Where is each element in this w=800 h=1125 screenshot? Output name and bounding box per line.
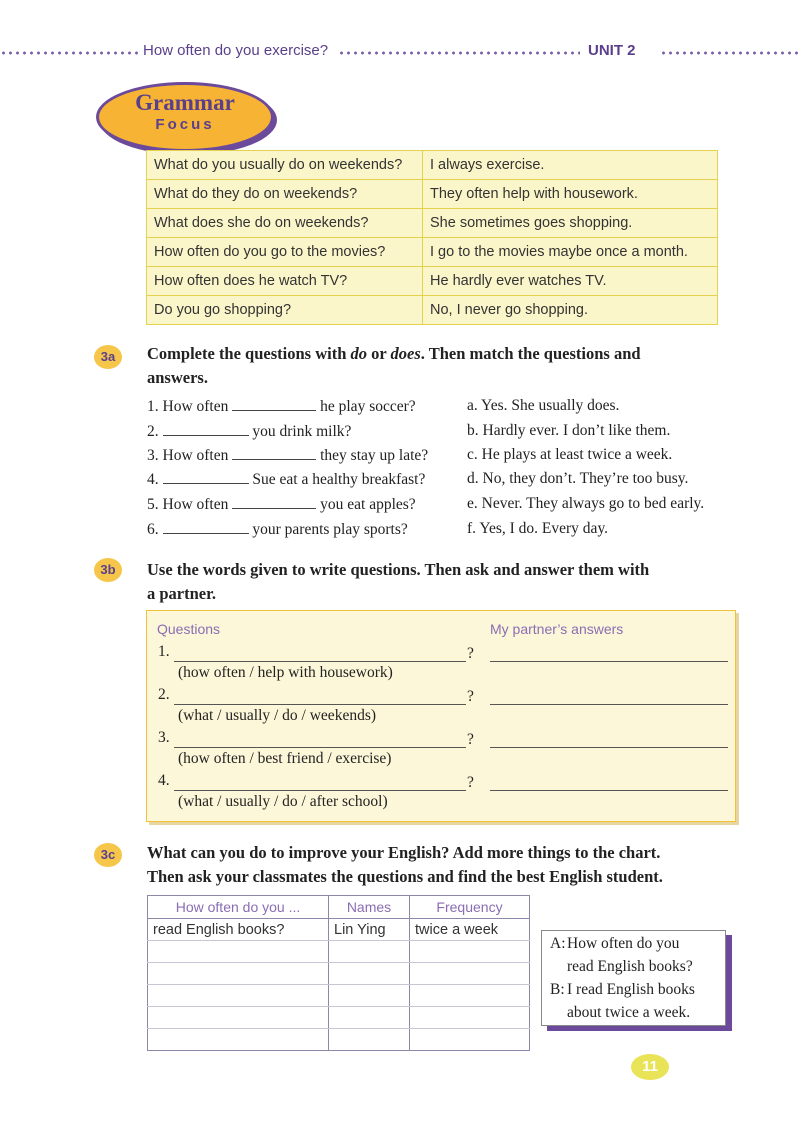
header-dots-left <box>0 51 138 55</box>
table-row <box>147 238 718 267</box>
question-row <box>147 421 351 442</box>
table-cell[interactable] <box>148 963 329 985</box>
question-post: you drink milk? <box>252 423 352 440</box>
question-pre: 3. How often <box>147 447 229 464</box>
questions-heading: Questions <box>157 621 221 637</box>
answer-blank[interactable] <box>232 445 316 460</box>
table-cell[interactable] <box>329 1007 410 1029</box>
table-cell: twice a week <box>410 919 530 941</box>
answer-write-line[interactable] <box>490 703 728 705</box>
answer-option: f. Yes, I do. Every day. <box>467 520 609 537</box>
instruction-3a <box>147 342 737 390</box>
header-dots-right <box>660 51 800 55</box>
grammar-answer: He hardly ever watches TV. <box>423 267 718 296</box>
answer-blank[interactable] <box>163 421 249 436</box>
table-row <box>147 151 718 180</box>
question-post: you eat apples? <box>320 496 416 513</box>
question-post: your parents play sports? <box>252 521 408 538</box>
grammar-question: What do they do on weekends? <box>147 180 423 209</box>
grammar-answer: She sometimes goes shopping. <box>423 209 718 238</box>
instruction-text: What can you do to improve your English? Add more things to the chart. <box>147 843 661 862</box>
item-number: 3. <box>158 729 170 746</box>
instruction-3b <box>147 558 737 606</box>
question-pre: 4. <box>147 471 159 488</box>
grammar-question: How often do you go to the movies? <box>147 238 423 267</box>
question-pre: 1. How often <box>147 398 229 415</box>
table-row <box>147 180 718 209</box>
instruction-emph-do: do <box>350 344 368 363</box>
page-number: 11 <box>631 1054 669 1080</box>
question-mark: ? <box>467 731 474 748</box>
word-hint: (what / usually / do / after school) <box>178 793 388 810</box>
question-row <box>147 494 416 515</box>
word-hint: (how often / best friend / exercise) <box>178 750 392 767</box>
item-number: 4. <box>158 772 170 789</box>
header-dots-middle <box>338 51 580 55</box>
grammar-focus-badge <box>96 82 274 152</box>
column-header: How often do you ... <box>148 896 329 919</box>
table-row <box>148 1029 530 1051</box>
question-post: Sue eat a healthy breakfast? <box>252 471 426 488</box>
table-row <box>147 267 718 296</box>
question-post: they stay up late? <box>320 447 429 464</box>
word-hint: (what / usually / do / weekends) <box>178 707 377 724</box>
table-cell[interactable] <box>329 941 410 963</box>
badge-line1: Grammar <box>135 90 235 115</box>
instruction-text: a partner. <box>147 584 217 603</box>
instruction-emph-does: does <box>390 344 421 363</box>
survey-chart <box>147 895 530 1051</box>
grammar-answer: I go to the movies maybe once a month. <box>423 238 718 267</box>
table-row <box>148 919 530 941</box>
table-row <box>148 1007 530 1029</box>
question-mark: ? <box>467 774 474 791</box>
table-cell: Lin Ying <box>329 919 410 941</box>
answer-option: c. He plays at least twice a week. <box>467 446 673 463</box>
instruction-3c <box>147 841 737 889</box>
answers-heading: My partner’s answers <box>490 621 624 637</box>
word-hint: (how often / help with housework) <box>178 664 393 681</box>
table-row <box>147 209 718 238</box>
question-row <box>147 519 408 540</box>
answer-write-line[interactable] <box>490 746 728 748</box>
table-cell[interactable] <box>148 1007 329 1029</box>
speaker-a-label: A: <box>550 935 566 952</box>
dialog-line: How often do you <box>567 935 680 952</box>
question-row <box>147 445 428 466</box>
table-cell[interactable] <box>148 1029 329 1051</box>
section-tag-3c: 3c <box>94 843 122 867</box>
grammar-answer: No, I never go shopping. <box>423 296 718 325</box>
badge-line2: Focus <box>155 116 215 133</box>
table-row <box>148 941 530 963</box>
answer-blank[interactable] <box>163 519 249 534</box>
grammar-question: What does she do on weekends? <box>147 209 423 238</box>
question-write-line[interactable] <box>174 789 466 791</box>
answer-blank[interactable] <box>232 396 316 411</box>
grammar-table <box>146 150 718 325</box>
table-cell[interactable] <box>329 985 410 1007</box>
question-mark: ? <box>467 688 474 705</box>
answer-option: a. Yes. She usually does. <box>467 397 620 414</box>
table-cell[interactable] <box>410 941 530 963</box>
table-cell[interactable] <box>410 985 530 1007</box>
instruction-text: Complete the questions with <box>147 344 351 363</box>
table-row <box>148 963 530 985</box>
question-mark: ? <box>467 645 474 662</box>
table-cell[interactable] <box>329 963 410 985</box>
dialog-line: about twice a week. <box>567 1004 691 1021</box>
question-write-line[interactable] <box>174 660 466 662</box>
instruction-text: Then ask your classmates the questions and find the best English student. <box>147 867 663 886</box>
table-row <box>148 985 530 1007</box>
unit-label: UNIT 2 <box>588 42 636 59</box>
column-header: Names <box>329 896 410 919</box>
speaker-b-label: B: <box>550 981 565 998</box>
answer-write-line[interactable] <box>490 660 728 662</box>
question-pre: 2. <box>147 423 159 440</box>
grammar-question: Do you go shopping? <box>147 296 423 325</box>
question-pre: 6. <box>147 521 159 538</box>
instruction-text: Use the words given to write questions. Then ask and answer them with <box>147 560 650 579</box>
question-row <box>147 396 416 417</box>
question-post: he play soccer? <box>320 398 416 415</box>
header-title: How often do you exercise? <box>143 42 329 59</box>
running-header <box>0 42 800 64</box>
table-cell[interactable] <box>148 985 329 1007</box>
item-number: 1. <box>158 643 170 660</box>
table-cell[interactable] <box>410 1029 530 1051</box>
table-header-row <box>148 896 530 919</box>
instruction-text: answers. <box>147 368 208 387</box>
dialog-line: I read English books <box>567 981 695 998</box>
table-cell[interactable] <box>148 941 329 963</box>
grammar-answer: They often help with housework. <box>423 180 718 209</box>
question-write-line[interactable] <box>174 703 466 705</box>
table-cell[interactable] <box>410 1007 530 1029</box>
answer-write-line[interactable] <box>490 789 728 791</box>
item-number: 2. <box>158 686 170 703</box>
answer-blank[interactable] <box>163 469 249 484</box>
table-cell: read English books? <box>148 919 329 941</box>
dialog-line: read English books? <box>567 958 693 975</box>
table-row <box>147 296 718 325</box>
question-write-line[interactable] <box>174 746 466 748</box>
answer-blank[interactable] <box>232 494 316 509</box>
table-cell[interactable] <box>410 963 530 985</box>
section-tag-3b: 3b <box>94 558 122 582</box>
instruction-text: or <box>367 344 391 363</box>
answer-option: b. Hardly ever. I don’t like them. <box>467 422 671 439</box>
question-row <box>147 469 425 490</box>
instruction-text: . Then match the questions and <box>420 344 641 363</box>
grammar-answer: I always exercise. <box>423 151 718 180</box>
table-cell[interactable] <box>329 1029 410 1051</box>
grammar-question: How often does he watch TV? <box>147 267 423 296</box>
grammar-question: What do you usually do on weekends? <box>147 151 423 180</box>
section-tag-3a: 3a <box>94 345 122 369</box>
question-pre: 5. How often <box>147 496 229 513</box>
answer-option: d. No, they don’t. They’re too busy. <box>467 470 689 487</box>
column-header: Frequency <box>410 896 530 919</box>
example-dialog <box>541 930 726 1026</box>
answer-option: e. Never. They always go to bed early. <box>467 495 705 512</box>
